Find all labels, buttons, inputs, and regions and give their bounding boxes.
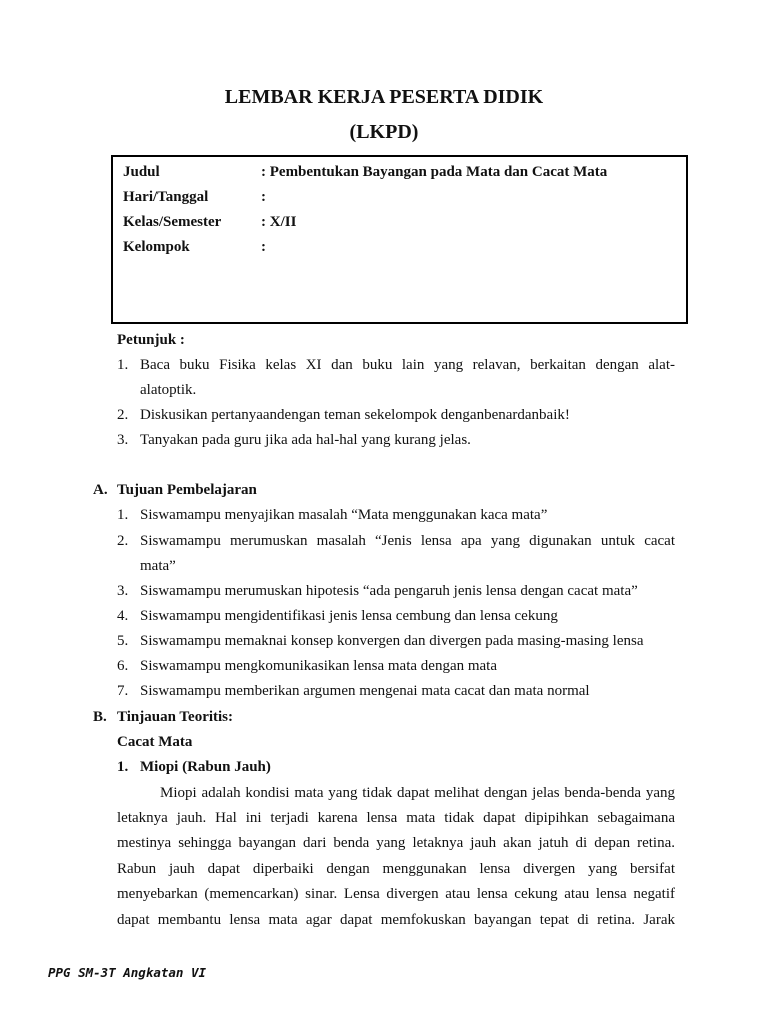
list-number: 1.	[117, 357, 129, 373]
info-value: :	[261, 239, 266, 255]
list-number: 3.	[117, 583, 129, 599]
list-item-text: Siswamampu mengidentifikasi jenis lensa cembung dan lensa cekung	[140, 608, 558, 624]
item-title: Miopi (Rabun Jauh)	[140, 759, 271, 775]
document-title: LEMBAR KERJA PESERTA DIDIK	[224, 86, 544, 108]
list-item-text: Siswamampu menyajikan masalah “Mata menggunakan kaca mata”	[140, 507, 548, 523]
info-label: Hari/Tanggal	[123, 189, 209, 205]
list-item-text: Siswamampu mengkomunikasikan lensa mata dengan mata	[140, 658, 497, 674]
section-b-letter: B.	[93, 709, 107, 725]
paragraph-line: Miopi adalah kondisi mata yang tidak dapat melihat dengan jelas benda-benda yang	[160, 785, 675, 801]
info-value: :	[261, 189, 266, 205]
info-label: Judul	[123, 164, 160, 180]
paragraph-line: letaknya jauh. Hal ini terjadi karena lensa mata tidak dapat dipipihkan sebagaimana	[117, 810, 675, 826]
list-number: 3.	[117, 432, 129, 448]
document-subtitle: (LKPD)	[349, 121, 419, 143]
paragraph-line: menyebarkan (memencarkan) sinar. Lensa divergen atau lensa cekung atau lensa negatif	[117, 886, 675, 902]
section-b-heading: Tinjauan Teoritis:	[117, 709, 234, 725]
page-footer: PPG SM-3T Angkatan VI	[48, 965, 207, 980]
section-a-letter: A.	[93, 482, 108, 498]
list-number: 4.	[117, 608, 129, 624]
list-number: 2.	[117, 533, 129, 549]
section-b-subheading: Cacat Mata	[117, 734, 193, 750]
paragraph-line: Rabun jauh dapat diperbaiki dengan menggunakan lensa divergen yang bersifat	[117, 861, 675, 877]
info-value: : X/II	[261, 214, 297, 230]
list-number: 7.	[117, 683, 129, 699]
info-label: Kelompok	[123, 239, 190, 255]
section-a-heading: Tujuan Pembelajaran	[117, 482, 257, 498]
list-item-text: Siswamampu memberikan argumen mengenai mata cacat dan mata normal	[140, 683, 590, 699]
list-number: 2.	[117, 407, 129, 423]
info-label: Kelas/Semester	[123, 214, 222, 230]
list-number: 5.	[117, 633, 129, 649]
list-number: 1.	[117, 507, 129, 523]
paragraph-line: dapat membantu lensa mata agar dapat memfokuskan bayangan tepat di retina. Jarak	[117, 912, 675, 928]
list-item-continuation: mata”	[140, 558, 176, 574]
list-item-text: Baca buku Fisika kelas XI dan buku lain yang relavan, berkaitan dengan alat-	[140, 357, 675, 373]
list-number: 1.	[117, 759, 129, 775]
list-item-text: Tanyakan pada guru jika ada hal-hal yang kurang jelas.	[140, 432, 471, 448]
list-item-text: Siswamampu merumuskan hipotesis “ada pengaruh jenis lensa dengan cacat mata”	[140, 583, 638, 599]
list-item-continuation: alatoptik.	[140, 382, 197, 398]
list-number: 6.	[117, 658, 129, 674]
list-item-text: Siswamampu merumuskan masalah “Jenis lensa apa yang digunakan untuk cacat	[140, 533, 675, 549]
list-item-text: Siswamampu memaknai konsep konvergen dan divergen pada masing-masing lensa	[140, 633, 644, 649]
list-item-text: Diskusikan pertanyaandengan teman sekelompok denganbenardanbaik!	[140, 407, 570, 423]
info-value: : Pembentukan Bayangan pada Mata dan Cacat Mata	[261, 164, 608, 180]
petunjuk-heading: Petunjuk :	[117, 332, 185, 348]
paragraph-line: mestinya sehingga bayangan dari benda yang letaknya jauh akan jatuh di depan retina.	[117, 835, 675, 851]
